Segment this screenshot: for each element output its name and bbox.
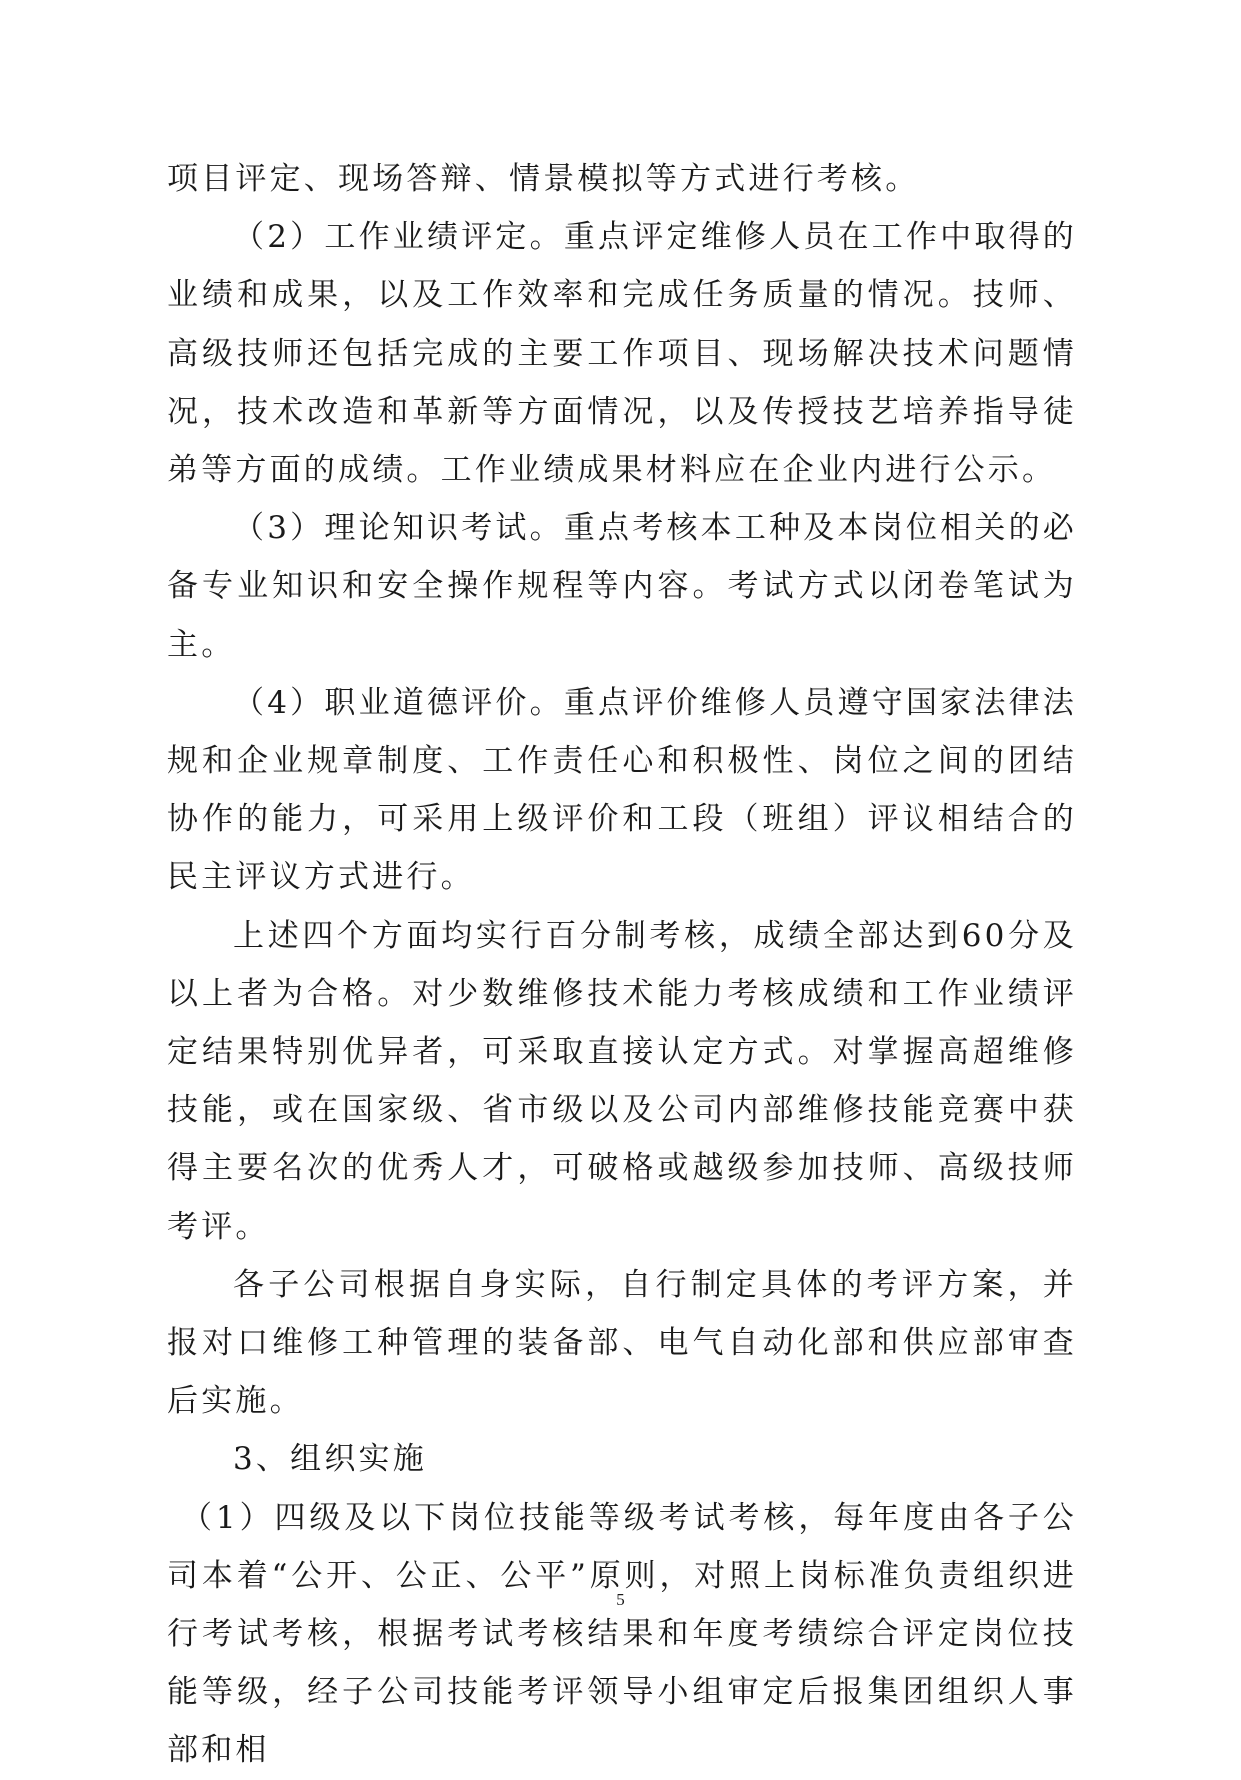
section-heading-organization: 3、组织实施	[233, 1441, 427, 1478]
paragraph-subsidiary-plans: 各子公司根据自身实际，自行制定具体的考评方案，并报对口维修工种管理的装备部、电气自动化部和供应部审查后实施。	[167, 1266, 1077, 1420]
paragraph-theory-exam: （3）理论知识考试。重点考核本工种及本岗位相关的必备专业知识和安全操作规程等内容。考试方式以闭卷笔试为主。	[167, 510, 1077, 663]
paragraph-level-four-exams: （1）四级及以下岗位技能等级考试考核，每年度由各子公司本着“公开、公正、公平”原则，对照上岗标准负责组织进行考试考核，根据考试考核结果和年度考绩综合评定岗位技能等级，经子公司技能考评领导小组审定后报集团组织人事部和相	[167, 1499, 1077, 1769]
paragraph-scoring: 上述四个方面均实行百分制考核，成绩全部达到60分及以上者为合格。对少数维修技术能力考核成绩和工作业绩评定结果特别优异者，可采取直接认定方式。对掌握高超维修技能，或在国家级、省市级以及公司内部维修技能竞赛中获得主要名次的优秀人才，可破格或越级参加技师、高级技师考评。	[167, 917, 1077, 1245]
paragraph-assessment-methods-end: 项目评定、现场答辩、情景模拟等方式进行考核。	[167, 161, 920, 197]
paragraph-professional-ethics: （4）职业道德评价。重点评价维修人员遵守国家法律法规和企业规章制度、工作责任心和积极性、岗位之间的团结协作的能力，可采用上级评价和工段（班组）评议相结合的民主评议方式进行。	[167, 684, 1077, 896]
paragraph-work-performance: （2）工作业绩评定。重点评定维修人员在工作中取得的业绩和成果，以及工作效率和完成任务质量的情况。技师、高级技师还包括完成的主要工作项目、现场解决技术问题情况，技术改造和革新等方面情况，以及传授技艺培养指导徒弟等方面的成绩。工作业绩成果材料应在企业内进行公示。	[167, 219, 1077, 489]
page-number: 5	[616, 1590, 625, 1609]
body-text	[167, 150, 1077, 1780]
